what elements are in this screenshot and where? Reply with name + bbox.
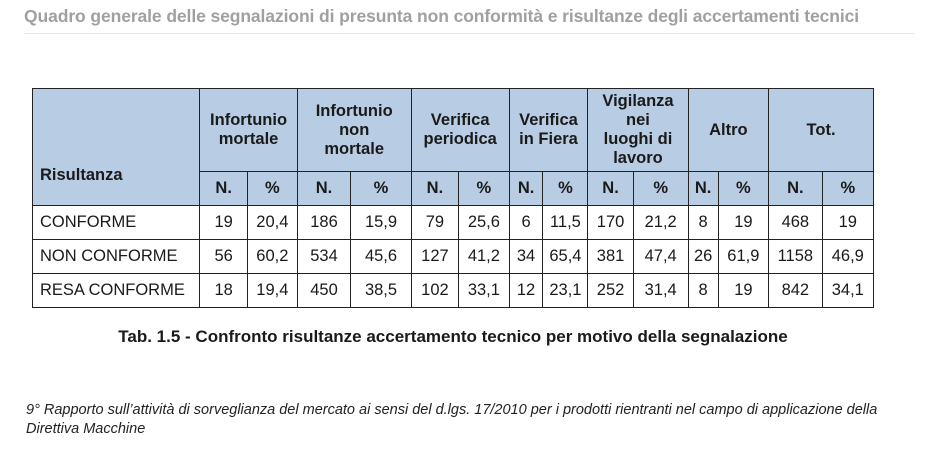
table-cell: 45,6 [351, 240, 411, 274]
header-divider [24, 33, 914, 34]
table-row [33, 274, 874, 308]
sub-header: N. [411, 172, 458, 206]
table-cell: 19,4 [247, 274, 297, 308]
table-cell: 65,4 [543, 240, 588, 274]
table-cell: 33,1 [459, 274, 510, 308]
table-cell: 38,5 [351, 274, 411, 308]
row-label: NON CONFORME [33, 240, 200, 274]
sub-header: % [351, 172, 411, 206]
table-cell: 18 [200, 274, 248, 308]
table-cell: 19 [200, 206, 248, 240]
table-cell: 450 [297, 274, 351, 308]
row-label: CONFORME [33, 206, 200, 240]
page-footer: 9° Rapporto sull’attività di sorveglianza del mercato ai sensi del d.lgs. 17/2010 per i prodotti rientranti nel campo di applicazione della Direttiva Macchine [26, 402, 878, 437]
table-cell: 79 [411, 206, 458, 240]
table-caption: Tab. 1.5 - Confronto risultanze accertamento tecnico per motivo della segnalazione [118, 327, 788, 346]
table-cell: 534 [297, 240, 351, 274]
table-cell: 47,4 [633, 240, 688, 274]
table-cell: 186 [297, 206, 351, 240]
table-cell: 8 [688, 206, 718, 240]
sub-header: % [459, 172, 510, 206]
table-cell: 1158 [769, 240, 822, 274]
sub-header: N. [297, 172, 351, 206]
group-header-altro: Altro [688, 89, 769, 172]
table-cell: 60,2 [247, 240, 297, 274]
table-cell: 11,5 [543, 206, 588, 240]
table-row [33, 206, 874, 240]
table-cell: 46,9 [822, 240, 873, 274]
table-cell: 25,6 [459, 206, 510, 240]
table-cell: 8 [688, 274, 718, 308]
sub-header: % [822, 172, 873, 206]
sub-header: % [718, 172, 768, 206]
results-table [32, 88, 874, 308]
table-row [33, 240, 874, 274]
row-header-risultanza: Risultanza [33, 89, 200, 206]
sub-header: N. [688, 172, 718, 206]
group-header-vigilanza: Vigilanza nei luoghi di lavoro [588, 89, 688, 172]
sub-header: N. [588, 172, 633, 206]
table-cell: 23,1 [543, 274, 588, 308]
table-cell: 26 [688, 240, 718, 274]
row-label: RESA CONFORME [33, 274, 200, 308]
sub-header: N. [200, 172, 248, 206]
table-cell: 31,4 [633, 274, 688, 308]
table-cell: 21,2 [633, 206, 688, 240]
page-header: Quadro generale delle segnalazioni di presunta non conformità e risultanze degli accertamenti tecnici [24, 6, 859, 26]
table-cell: 20,4 [247, 206, 297, 240]
table-cell: 170 [588, 206, 633, 240]
table-cell: 15,9 [351, 206, 411, 240]
table-cell: 381 [588, 240, 633, 274]
group-header-totale: Tot. [769, 89, 874, 172]
table-cell: 41,2 [459, 240, 510, 274]
table-cell: 6 [509, 206, 543, 240]
sub-header: % [633, 172, 688, 206]
group-header-infortunio-mortale: Infortunio mortale [200, 89, 297, 172]
group-header-row [33, 89, 874, 172]
table-cell: 19 [718, 206, 768, 240]
group-header-infortunio-non-mortale: Infortunio non mortale [297, 89, 411, 172]
sub-header: % [543, 172, 588, 206]
group-header-verifica-periodica: Verifica periodica [411, 89, 509, 172]
sub-header: % [247, 172, 297, 206]
table-cell: 19 [822, 206, 873, 240]
table-cell: 61,9 [718, 240, 768, 274]
sub-header: N. [509, 172, 543, 206]
table-cell: 34,1 [822, 274, 873, 308]
table-cell: 12 [509, 274, 543, 308]
table-cell: 19 [718, 274, 768, 308]
table-cell: 127 [411, 240, 458, 274]
table-cell: 468 [769, 206, 822, 240]
table-cell: 842 [769, 274, 822, 308]
table-cell: 102 [411, 274, 458, 308]
table-cell: 34 [509, 240, 543, 274]
sub-header: N. [769, 172, 822, 206]
table-cell: 56 [200, 240, 248, 274]
group-header-verifica-in-fiera: Verifica in Fiera [509, 89, 588, 172]
table-cell: 252 [588, 274, 633, 308]
